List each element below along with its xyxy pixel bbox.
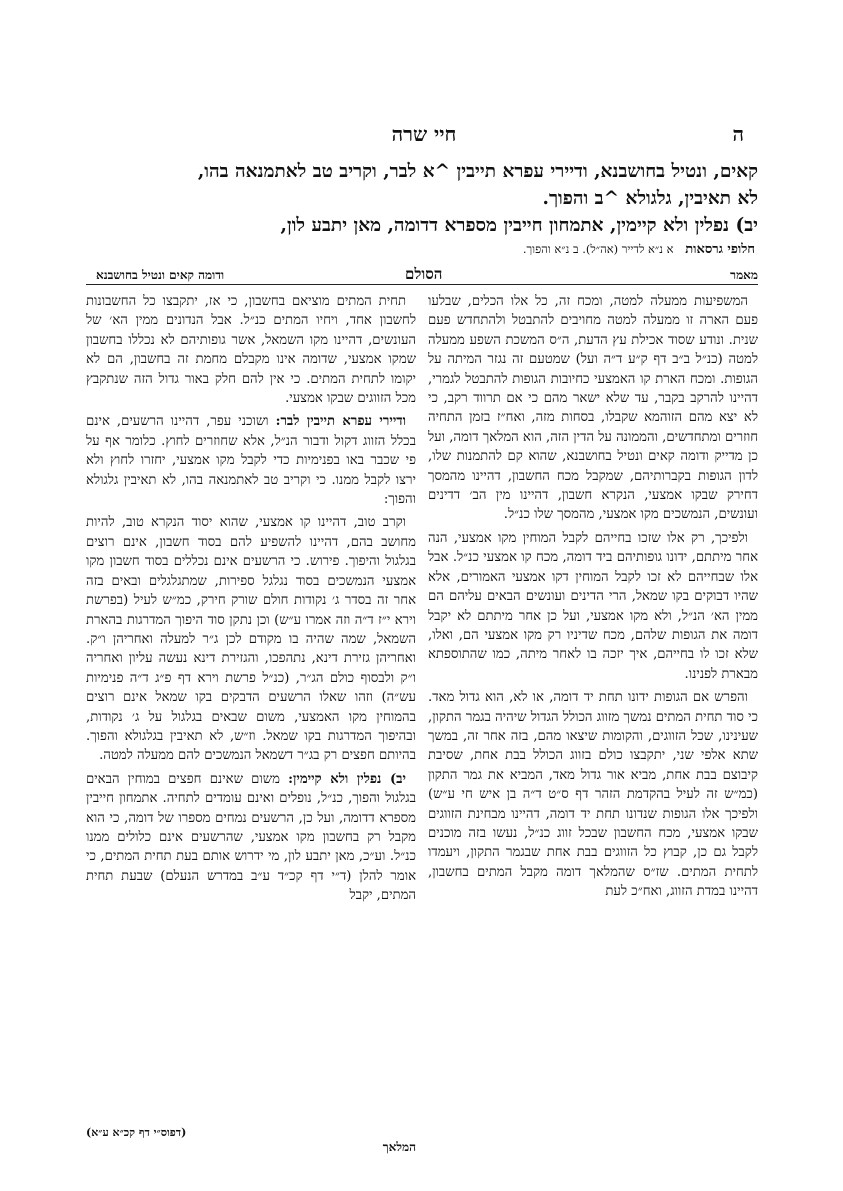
textual-variants [95,241,755,258]
footer-reference: (דפוס״י דף קכ״א ע״א) [86,1126,187,1139]
commentary-title: הסולם [405,265,443,283]
left-column-label: ודומה קאים ונטיל בחושבנא [96,268,225,282]
running-title: חיי שרה [391,122,457,146]
lemma-heading: יב) נפלין ולא קיימין: [288,771,406,787]
commentary-paragraph [86,412,416,509]
commentary-paragraph: והפרש אם הגופות ידונו תחת יד דומה, או לא, הוא גדול מאד. כי סוד תחית המתים נמשך מזווג הכולל הגדול שיהיה בגמר התקון, שעינינו, שכל הזווגים, והקומות שיצאו מהם, בזה אחר זה, במשך שתא אלפי שני, יתקבצו כולם בזווג הכולל בבת אחת, שסיבת קיבוצם בבת אחת, מביא אור גדול מאד, המביא את גמר התקון (כמ״ש זה לעיל בהקדמת הזהר דף ס״ט ד״ה בן איש חי ע״ש) ולפיכך אלו הגופות שנדונו תחת יד דומה, דהיינו מבחינת הזווגים שבקו אמצעי, מכח החשבון שבכל זווג כנ״ל, נעשו בזה מוכנים לקבל גם כן, קבוץ כל הזווגים בבת אחת שבגמר התקון, ויעמדו לתחית המתים. שז״ס שהמלאך דומה מקבל המתים בחשבון, דהיינו במדת הזווג, ואח״כ לעת [428,690,758,900]
commentary-text: משום שאינם חפצים במוחין הבאים בגלגול והפוך, כנ״ל, נופלים ואינם עומדים לתחיה. אתמחון חייבין מספרא דדומה, ועל כן, הרשעים נמחים מספרו של דומה, כי הוא מקבל רק בחשבון מקו אמצעי, שהרשעים אינם כלולים ממנו כנ״ל. וע״כ, מאן יתבע לון, מי ידרוש אותם בעת תחית המתים, כי אומר להלן (ד״י דף קכ״ד ע״ב במדרש הנעלם) שבעת תחית המתים, יקבל [86,771,416,904]
commentary-paragraph: וקרב טוב, דהיינו קו אמצעי, שהוא יסוד הנקרא טוב, להיות מחושב בהם, דהיינו להשפיע להם בסוד חשבון, אינם רוצים בגלגול והיפוך. פירוש. כי הרשעים אינם נכללים בסוד חשבון מקו אמצעי הנמשכים בסוד נגלגל ספירות, שמתגלגלים ובאים בזה אחר זה בסדר ג׳ נקודות חולם שורק חירק, כמ״ש לעיל (בפרשת וירא י״ז ד״ה וזה אמרו ע״ש) וכן נתקן סוד היפוך המדרגות בהארת השמאל, שמה שהיה בו מקודם לכן ג״ר למעלה ואחריהן ו״ק. ואחריהן גזירת דינא, נתהפכו, והגזירת דינא נעשה עליון ואחריה ו״ק ולבסוף כולם הג״ר, (כנ״ל פרשת וירא דף פ״ג ד״ה פנימיות עש״ה) וזהו שאלו הרשעים הדבקים בקו שמאל אינם רוצים בהמוחין מקו האמצעי, משום שבאים בגלגול על ג׳ נקודות, ובהיפוך המדרגות בקו שמאל. וז״ש, לא תאיבין בגלגולא והפוך. בהיותם חפצים רק בג״ר דשמאל הנמשכים להם ממעלה למטה. [86,515,416,764]
main-text-line: לא תאיבין, גלגולא ^ב והפוך. [542,188,758,209]
commentary-left-column [86,292,416,1122]
variants-text: א נ״א לדייר (אה״ל). ב נ״א והפוך. [522,242,674,256]
commentary-paragraph: תחית המתים מוציאם בחשבון, כי אז, יתקבצו כל החשבונות לחשבון אחד, ויחיו המתים כנ״ל. אבל הנדונים ממין הא׳ של העונשים, דהיינו מקו השמאל, אשר גופותיהם לא נכללו בחשבון שמקו אמצעי, שדומה אינו מקבלם מחמת זה בחשבון, הם לא יקומו לתחית המתים. כי אין להם חלק באור גדול הזה שנתקבץ מכל הזווגים שבקו אמצעי. [86,294,416,407]
variants-heading: חלופי גרסאות [685,242,755,257]
right-column-label: מאמר [730,268,758,282]
commentary-right-column [428,292,758,1122]
page-number: ה [732,122,744,146]
commentary-text: ושוכני עפר, דהיינו הרשעים, אינם בכלל הזווג דקול ודבור הנ״ל, אלא שחוזרים לחוץ. כלומר אף על פי שכבר באו בפנימיות כדי לקבל מקו אמצעי, יחזרו לחוץ ולא ירצו לקבל ממנו. כי וקריב טב לאתמנאה בהו, לא תאיבין גלגולא והפוך: [86,414,416,508]
commentary-paragraph [86,770,416,906]
catchword: המלאך [382,1140,416,1154]
lemma-heading: ודיירי עפרא תייבין לבר: [275,414,406,430]
running-head [104,122,744,146]
main-text-line: קאים, ונטיל בחושבנא, ודיירי עפרא תייבין ^א לבר, וקריב טב לאתמנאה בהו, [197,161,758,182]
zohar-main-text [86,158,758,239]
commentary-paragraph: המשפיעות ממעלה למטה, ומכח זה, כל אלו הכלים, שבלעו פעם הארה זו ממעלה למטה מחויבים להתבטל ולהתחדש פעם שנית. ונודע שסוד אכילת עץ הדעת, ה״ס המשכת השפע ממעלה למטה (כנ״ל ב״ב דף ק״ע ד״ה ועל) שמטעם זה נגזר המיתה על הגופות. ומכח הארת קו האמצעי כחיובות הגופות להתבטל לגמרי, דהיינו להרקב בקבר, עד שלא ישאר מהם כי אם תרווד רקב, כי לא יצא מהם הזוהמא שקבלו, בסחות מזה, ואח״ז בזמן התחיה חוזרים ומתחדשים, והממונה על הדין הזה, הוא המלאך דומה, ועל כן מדייק ודומה קאים ונטיל בחושבנא, שהוא קם להתמנות שלו, לדון הגופות בקברותיהם, שמקבל מכח החשבון, דהיינו מהמסך דחירק שבקו אמצעי, הנקרא חשבון, דהיינו מין הב׳ דדינים ועונשים, הנמשכים מקו אמצעי, מהמסך שלו כנ״ל. [428,294,758,523]
main-text-line: יב) נפלין ולא קיימין, אתמחון חייבין מספרא דדומה, מאן יתבע לון, [280,215,758,236]
header-rule [86,284,758,285]
commentary-paragraph: ולפיכך, רק אלו שזכו בחייהם לקבל המוחין מקו אמצעי, הנה אחר מיתתם, ידונו גופותיהם ביד דומה, מכח קו אמצעי כנ״ל. אבל אלו שבחייהם לא זכו לקבל המוחין דקו אמצעי האמורים, אלא שהיו דבוקים בקו שמאל, הרי הדינים ועונשים הבאים עליהם הם ממין הא׳ הנ״ל, ולא מקו אמצעי, ועל כן אחר מיתתם לא יקבל דומה את הגופות שלהם, מכח שדיניו רק מקו אמצעי הם, ואלו, שלא זכו לו בחייהם, איך יזכה בו לאחר מיתה, כמו שהתוספתא מבארת לפנינו. [428,530,758,682]
